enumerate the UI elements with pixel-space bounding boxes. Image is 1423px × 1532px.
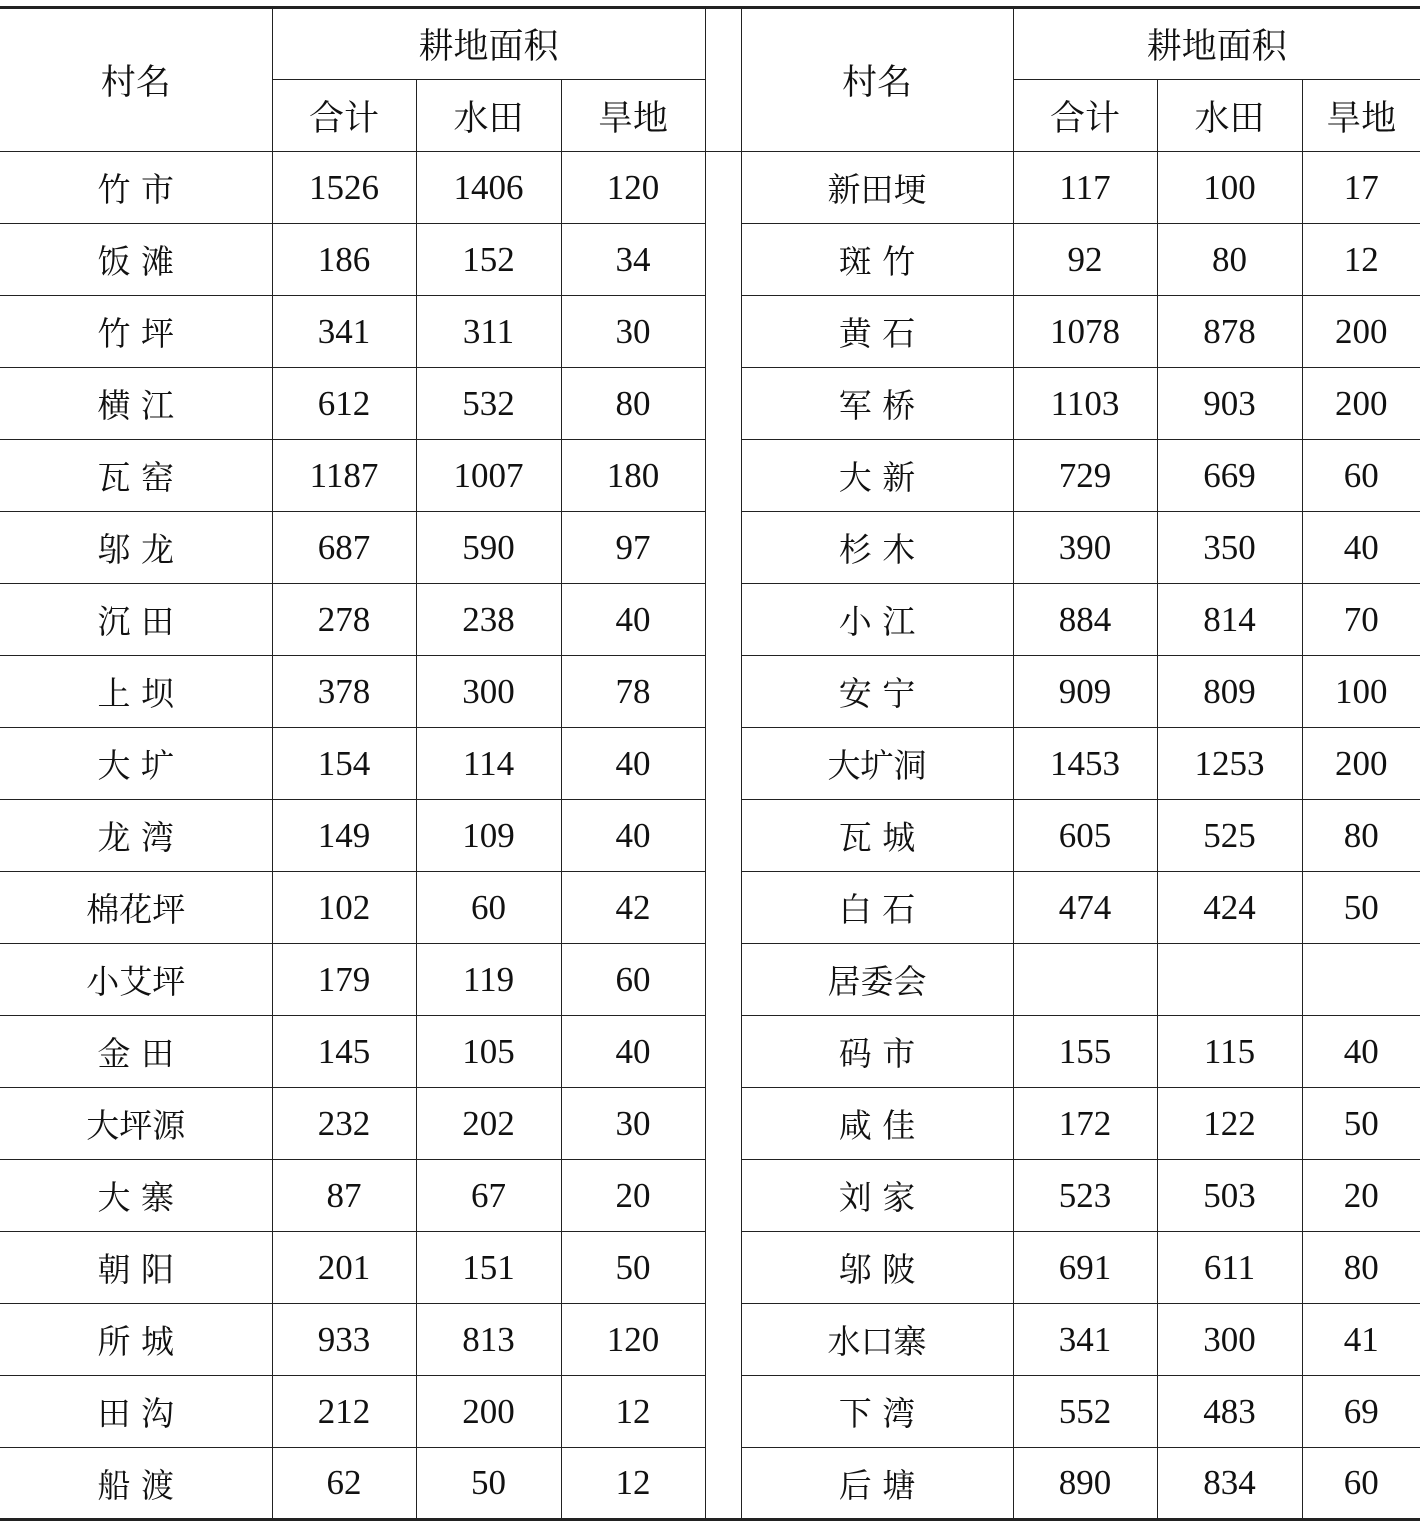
right-dry-cell: 200	[1302, 368, 1420, 440]
left-paddy-cell: 238	[416, 584, 561, 656]
right-total-cell: 1078	[1013, 296, 1157, 368]
column-gap	[705, 1376, 741, 1448]
column-gap	[705, 8, 741, 152]
column-gap	[705, 656, 741, 728]
column-gap	[705, 1304, 741, 1376]
right-total-cell: 474	[1013, 872, 1157, 944]
table-row	[0, 872, 1420, 944]
right-village-name-cell: 刘 家	[741, 1160, 1013, 1232]
left-dry-cell: 30	[561, 296, 705, 368]
column-gap	[705, 368, 741, 440]
right-paddy-cell	[1157, 944, 1302, 1016]
left-dry-cell: 12	[561, 1376, 705, 1448]
right-village-name-cell: 黄 石	[741, 296, 1013, 368]
right-dry-cell: 69	[1302, 1376, 1420, 1448]
column-gap	[705, 944, 741, 1016]
left-dry-cell: 97	[561, 512, 705, 584]
right-paddy-cell: 903	[1157, 368, 1302, 440]
right-total-cell: 92	[1013, 224, 1157, 296]
right-dry-cell: 60	[1302, 440, 1420, 512]
table-row	[0, 512, 1420, 584]
right-village-name-cell: 安 宁	[741, 656, 1013, 728]
left-dry-cell: 40	[561, 1016, 705, 1088]
right-total-cell: 691	[1013, 1232, 1157, 1304]
left-paddy-cell: 311	[416, 296, 561, 368]
right-paddy-cell: 115	[1157, 1016, 1302, 1088]
left-paddy-cell: 67	[416, 1160, 561, 1232]
right-village-name-cell: 大 新	[741, 440, 1013, 512]
left-total-cell: 145	[272, 1016, 416, 1088]
left-paddy-cell: 300	[416, 656, 561, 728]
right-total-cell: 909	[1013, 656, 1157, 728]
left-total-cell: 186	[272, 224, 416, 296]
left-total-cell: 154	[272, 728, 416, 800]
left-paddy-cell: 151	[416, 1232, 561, 1304]
right-total-cell: 341	[1013, 1304, 1157, 1376]
table-row	[0, 152, 1420, 224]
left-dry-cell: 80	[561, 368, 705, 440]
table-row	[0, 1304, 1420, 1376]
left-total-cell: 1526	[272, 152, 416, 224]
table-row	[0, 1088, 1420, 1160]
left-village-name-cell: 大 圹	[0, 728, 272, 800]
left-total-cell: 62	[272, 1448, 416, 1520]
column-gap	[705, 1016, 741, 1088]
right-dry-header: 旱地	[1302, 80, 1420, 152]
left-village-name-cell: 大坪源	[0, 1088, 272, 1160]
right-paddy-cell: 809	[1157, 656, 1302, 728]
right-total-cell: 155	[1013, 1016, 1157, 1088]
column-gap	[705, 800, 741, 872]
left-dry-cell: 78	[561, 656, 705, 728]
right-dry-cell	[1302, 944, 1420, 1016]
right-dry-cell: 200	[1302, 296, 1420, 368]
left-village-name-cell: 小艾坪	[0, 944, 272, 1016]
left-dry-cell: 42	[561, 872, 705, 944]
right-paddy-cell: 525	[1157, 800, 1302, 872]
left-village-name-cell: 上 坝	[0, 656, 272, 728]
left-dry-cell: 120	[561, 1304, 705, 1376]
left-village-name-cell: 沉 田	[0, 584, 272, 656]
right-dry-cell: 50	[1302, 1088, 1420, 1160]
right-village-name-cell: 大圹洞	[741, 728, 1013, 800]
left-paddy-cell: 1007	[416, 440, 561, 512]
right-village-name-cell: 居委会	[741, 944, 1013, 1016]
left-village-name-cell: 棉花坪	[0, 872, 272, 944]
right-paddy-cell: 669	[1157, 440, 1302, 512]
right-paddy-cell: 350	[1157, 512, 1302, 584]
left-total-cell: 612	[272, 368, 416, 440]
left-dry-cell: 20	[561, 1160, 705, 1232]
column-gap	[705, 296, 741, 368]
left-dry-cell: 40	[561, 728, 705, 800]
left-village-name-cell: 朝 阳	[0, 1232, 272, 1304]
right-village-name-cell: 码 市	[741, 1016, 1013, 1088]
left-village-name-cell: 龙 湾	[0, 800, 272, 872]
table-body	[0, 152, 1420, 1520]
right-total-cell: 552	[1013, 1376, 1157, 1448]
left-village-name-cell: 竹 市	[0, 152, 272, 224]
left-paddy-cell: 119	[416, 944, 561, 1016]
right-total-cell: 1453	[1013, 728, 1157, 800]
right-paddy-cell: 611	[1157, 1232, 1302, 1304]
left-total-cell: 1187	[272, 440, 416, 512]
left-dry-cell: 180	[561, 440, 705, 512]
right-dry-cell: 20	[1302, 1160, 1420, 1232]
right-village-name-cell: 新田埂	[741, 152, 1013, 224]
table-row	[0, 944, 1420, 1016]
right-paddy-cell: 100	[1157, 152, 1302, 224]
table-row	[0, 656, 1420, 728]
table-row	[0, 728, 1420, 800]
right-dry-cell: 17	[1302, 152, 1420, 224]
right-paddy-cell: 483	[1157, 1376, 1302, 1448]
left-village-name-cell: 所 城	[0, 1304, 272, 1376]
left-total-cell: 232	[272, 1088, 416, 1160]
left-total-header: 合计	[272, 80, 416, 152]
right-total-cell	[1013, 944, 1157, 1016]
left-total-cell: 87	[272, 1160, 416, 1232]
column-gap	[705, 1232, 741, 1304]
table-row	[0, 296, 1420, 368]
right-paddy-header: 水田	[1157, 80, 1302, 152]
right-dry-cell: 50	[1302, 872, 1420, 944]
column-gap	[705, 512, 741, 584]
farmland-area-table	[0, 6, 1420, 1521]
left-village-name-cell: 竹 坪	[0, 296, 272, 368]
left-paddy-cell: 114	[416, 728, 561, 800]
right-total-cell: 390	[1013, 512, 1157, 584]
right-village-name-header: 村名	[741, 8, 1013, 152]
left-paddy-header: 水田	[416, 80, 561, 152]
right-village-name-cell: 杉 木	[741, 512, 1013, 584]
left-dry-cell: 120	[561, 152, 705, 224]
left-paddy-cell: 152	[416, 224, 561, 296]
left-total-cell: 179	[272, 944, 416, 1016]
right-paddy-cell: 503	[1157, 1160, 1302, 1232]
left-total-cell: 341	[272, 296, 416, 368]
left-dry-header: 旱地	[561, 80, 705, 152]
left-paddy-cell: 105	[416, 1016, 561, 1088]
column-gap	[705, 1160, 741, 1232]
table-row	[0, 440, 1420, 512]
left-village-name-cell: 大 寨	[0, 1160, 272, 1232]
left-farmland-area-header: 耕地面积	[272, 8, 705, 80]
left-dry-cell: 50	[561, 1232, 705, 1304]
table-row	[0, 1232, 1420, 1304]
left-total-cell: 687	[272, 512, 416, 584]
right-paddy-cell: 814	[1157, 584, 1302, 656]
column-gap	[705, 1448, 741, 1520]
right-dry-cell: 12	[1302, 224, 1420, 296]
right-total-cell: 884	[1013, 584, 1157, 656]
right-dry-cell: 100	[1302, 656, 1420, 728]
right-dry-cell: 80	[1302, 800, 1420, 872]
right-paddy-cell: 122	[1157, 1088, 1302, 1160]
right-total-cell: 523	[1013, 1160, 1157, 1232]
right-dry-cell: 200	[1302, 728, 1420, 800]
left-dry-cell: 12	[561, 1448, 705, 1520]
table-row	[0, 584, 1420, 656]
right-dry-cell: 80	[1302, 1232, 1420, 1304]
right-total-cell: 890	[1013, 1448, 1157, 1520]
right-village-name-cell: 斑 竹	[741, 224, 1013, 296]
left-paddy-cell: 590	[416, 512, 561, 584]
right-dry-cell: 60	[1302, 1448, 1420, 1520]
left-paddy-cell: 109	[416, 800, 561, 872]
right-dry-cell: 40	[1302, 512, 1420, 584]
right-dry-cell: 70	[1302, 584, 1420, 656]
right-village-name-cell: 小 江	[741, 584, 1013, 656]
left-paddy-cell: 532	[416, 368, 561, 440]
left-total-cell: 201	[272, 1232, 416, 1304]
column-gap	[705, 224, 741, 296]
left-total-cell: 378	[272, 656, 416, 728]
table-header	[0, 8, 1420, 152]
right-paddy-cell: 1253	[1157, 728, 1302, 800]
table-row	[0, 1448, 1420, 1520]
left-paddy-cell: 1406	[416, 152, 561, 224]
left-dry-cell: 34	[561, 224, 705, 296]
table-row	[0, 224, 1420, 296]
left-paddy-cell: 50	[416, 1448, 561, 1520]
left-dry-cell: 40	[561, 800, 705, 872]
table-row	[0, 1160, 1420, 1232]
right-village-name-cell: 军 桥	[741, 368, 1013, 440]
right-total-cell: 605	[1013, 800, 1157, 872]
left-dry-cell: 40	[561, 584, 705, 656]
column-gap	[705, 872, 741, 944]
right-paddy-cell: 834	[1157, 1448, 1302, 1520]
left-village-name-cell: 饭 滩	[0, 224, 272, 296]
right-total-header: 合计	[1013, 80, 1157, 152]
left-total-cell: 149	[272, 800, 416, 872]
right-dry-cell: 41	[1302, 1304, 1420, 1376]
column-gap	[705, 728, 741, 800]
left-paddy-cell: 202	[416, 1088, 561, 1160]
left-paddy-cell: 200	[416, 1376, 561, 1448]
column-gap	[705, 1088, 741, 1160]
right-paddy-cell: 300	[1157, 1304, 1302, 1376]
right-village-name-cell: 下 湾	[741, 1376, 1013, 1448]
right-paddy-cell: 424	[1157, 872, 1302, 944]
right-village-name-cell: 水口寨	[741, 1304, 1013, 1376]
right-village-name-cell: 后 塘	[741, 1448, 1013, 1520]
right-total-cell: 1103	[1013, 368, 1157, 440]
left-village-name-cell: 横 江	[0, 368, 272, 440]
column-gap	[705, 440, 741, 512]
table-row	[0, 800, 1420, 872]
left-total-cell: 212	[272, 1376, 416, 1448]
right-village-name-cell: 白 石	[741, 872, 1013, 944]
left-total-cell: 102	[272, 872, 416, 944]
right-total-cell: 172	[1013, 1088, 1157, 1160]
right-total-cell: 117	[1013, 152, 1157, 224]
right-farmland-area-header: 耕地面积	[1013, 8, 1420, 80]
right-village-name-cell: 咸 佳	[741, 1088, 1013, 1160]
left-total-cell: 933	[272, 1304, 416, 1376]
left-dry-cell: 30	[561, 1088, 705, 1160]
column-gap	[705, 152, 741, 224]
left-paddy-cell: 813	[416, 1304, 561, 1376]
left-paddy-cell: 60	[416, 872, 561, 944]
right-paddy-cell: 80	[1157, 224, 1302, 296]
left-village-name-cell: 船 渡	[0, 1448, 272, 1520]
left-village-name-cell: 金 田	[0, 1016, 272, 1088]
table-row	[0, 1016, 1420, 1088]
left-total-cell: 278	[272, 584, 416, 656]
right-village-name-cell: 瓦 城	[741, 800, 1013, 872]
column-gap	[705, 584, 741, 656]
right-total-cell: 729	[1013, 440, 1157, 512]
table-row	[0, 1376, 1420, 1448]
table-row	[0, 368, 1420, 440]
right-paddy-cell: 878	[1157, 296, 1302, 368]
right-village-name-cell: 邬 陂	[741, 1232, 1013, 1304]
left-village-name-cell: 田 沟	[0, 1376, 272, 1448]
right-dry-cell: 40	[1302, 1016, 1420, 1088]
left-village-name-cell: 邬 龙	[0, 512, 272, 584]
header-row-top	[0, 8, 1420, 80]
left-village-name-header: 村名	[0, 8, 272, 152]
left-village-name-cell: 瓦 窑	[0, 440, 272, 512]
left-dry-cell: 60	[561, 944, 705, 1016]
